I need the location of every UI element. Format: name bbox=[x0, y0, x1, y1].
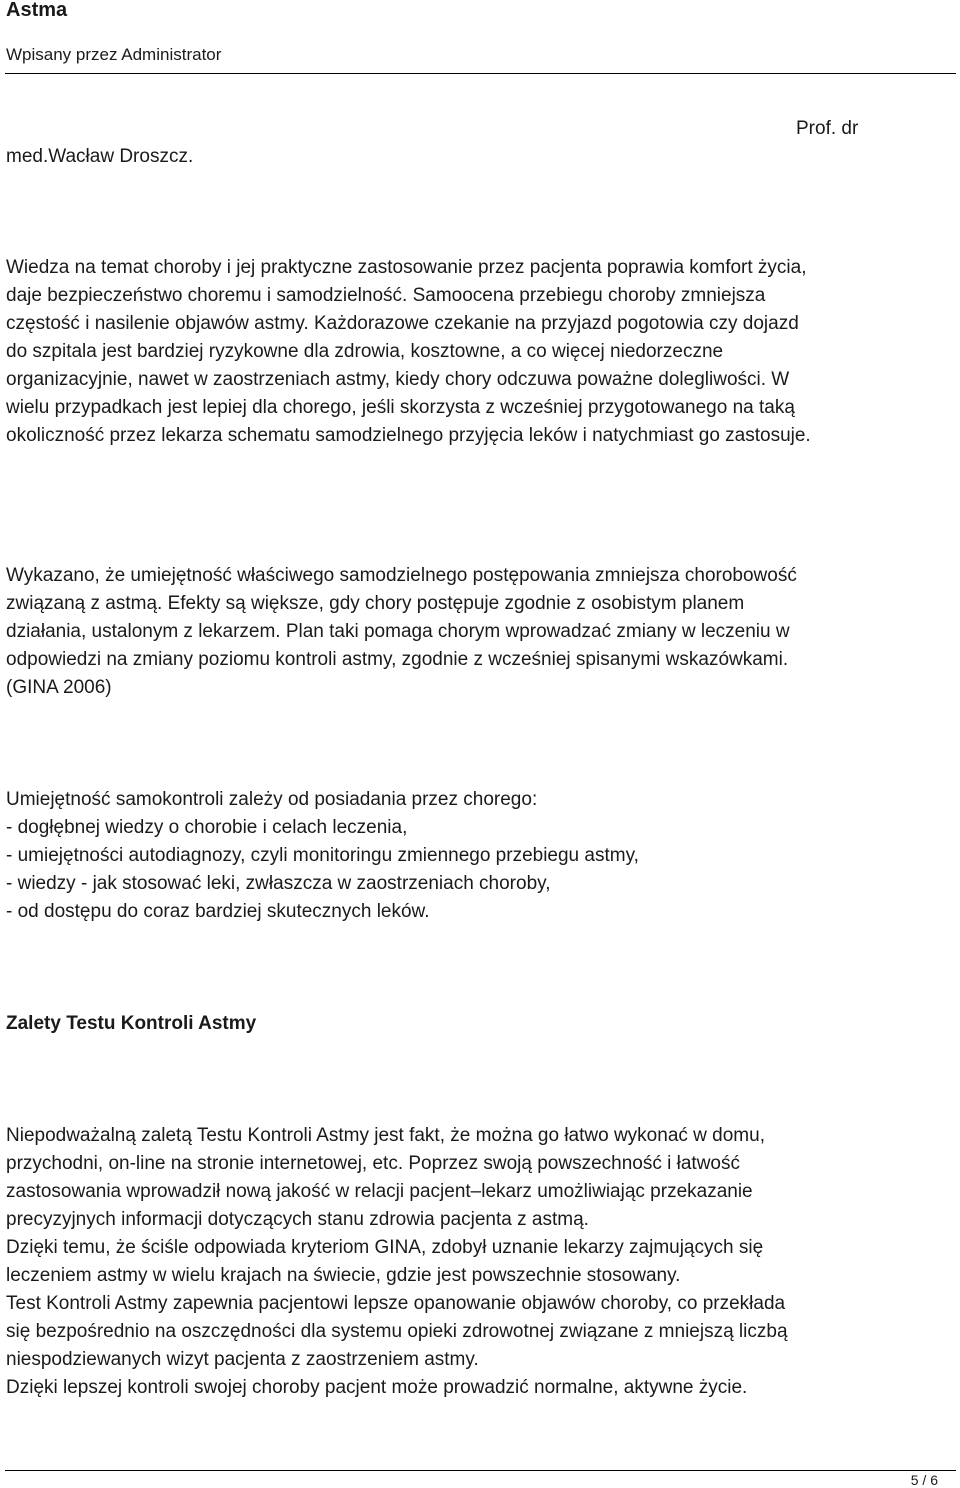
header-divider bbox=[5, 73, 956, 74]
byline-prefix: Prof. dr bbox=[796, 118, 859, 139]
page-title: Astma bbox=[6, 0, 68, 21]
author-line: Wpisany przez Administrator bbox=[6, 45, 222, 64]
byline-name: med.Wacław Droszcz. bbox=[6, 146, 194, 167]
footer-divider bbox=[5, 1470, 956, 1471]
page-number: 5 / 6 bbox=[910, 1472, 938, 1488]
paragraph-self-control-list: Umiejętność samokontroli zależy od posiadania przez chorego: - dogłębnej wiedzy o chorobie i celach leczenia, - umiejętności autodiagnozy, czyli monitoringu zmiennego przebiegu astmy, - wiedzy - jak stosować leki, zwłaszcza w zaostrzeniach choroby, - od dostępu do coraz bardziej skutecznych leków. bbox=[6, 789, 639, 922]
paragraph-wykazano: Wykazano, że umiejętność właściwego samodzielnego postępowania zmniejsza chorobowość związaną z astmą. Efekty są większe, gdy chory postępuje zgodnie z osobistym planem działania, ustalonym z lekarzem. Plan taki pomaga chorym wprowadzać zmiany w leczeniu w odpowiedzi na zmiany poziomu kontroli astmy, zgodnie z wcześniej spisanymi wskazówkami. (GINA 2006) bbox=[6, 565, 797, 698]
paragraph-intro: Wiedza na temat choroby i jej praktyczne zastosowanie przez pacjenta poprawia komfort życia, daje bezpieczeństwo choremu i samodzielność. Samoocena przebiegu choroby zmniejsza częstość i nasilenie objawów astmy. Każdorazowe czekanie na przyjazd pogotowia czy dojazd do szpitala jest bardziej ryzykowne dla zdrowia, kosztowne, a co więcej niedorzeczne organizacyjnie, nawet w zaostrzeniach astmy, kiedy chory odczuwa poważne dolegliwości. W wielu przypadkach jest lepiej dla chorego, jeśli skorzysta z wcześniej przygotowanego na taką okoliczność przez lekarza schematu samodzielnego przyjęcia leków i natychmiast go zastosuje. bbox=[6, 257, 811, 446]
paragraph-test-advantages: Niepodważalną zaletą Testu Kontroli Astmy jest fakt, że można go łatwo wykonać w domu, przychodni, on-line na stronie internetowej, etc. Poprzez swoją powszechność i łatwość zastosowania wprowadził nową jakość w relacji pacjent–lekarz umożliwiając przekazanie precyzyjnych informacji dotyczących stanu zdrowia pacjenta z astmą. Dzięki temu, że ściśle odpowiada kryteriom GINA, zdobył uznanie lekarzy zajmujących się leczeniem astmy w wielu krajach na świecie, gdzie jest powszechnie stosowany. Test Kontroli Astmy zapewnia pacjentowi lepsze opanowanie objawów choroby, co przekłada się bezpośrednio na oszczędności dla systemu opieki zdrowotnej związane z mniejszą liczbą niespodziewanych wizyt pacjenta z zaostrzeniem astmy. Dzięki lepszej kontroli swojej choroby pacjent może prowadzić normalne, aktywne życie. bbox=[6, 1125, 788, 1398]
section-heading: Zalety Testu Kontroli Astmy bbox=[6, 1013, 257, 1034]
